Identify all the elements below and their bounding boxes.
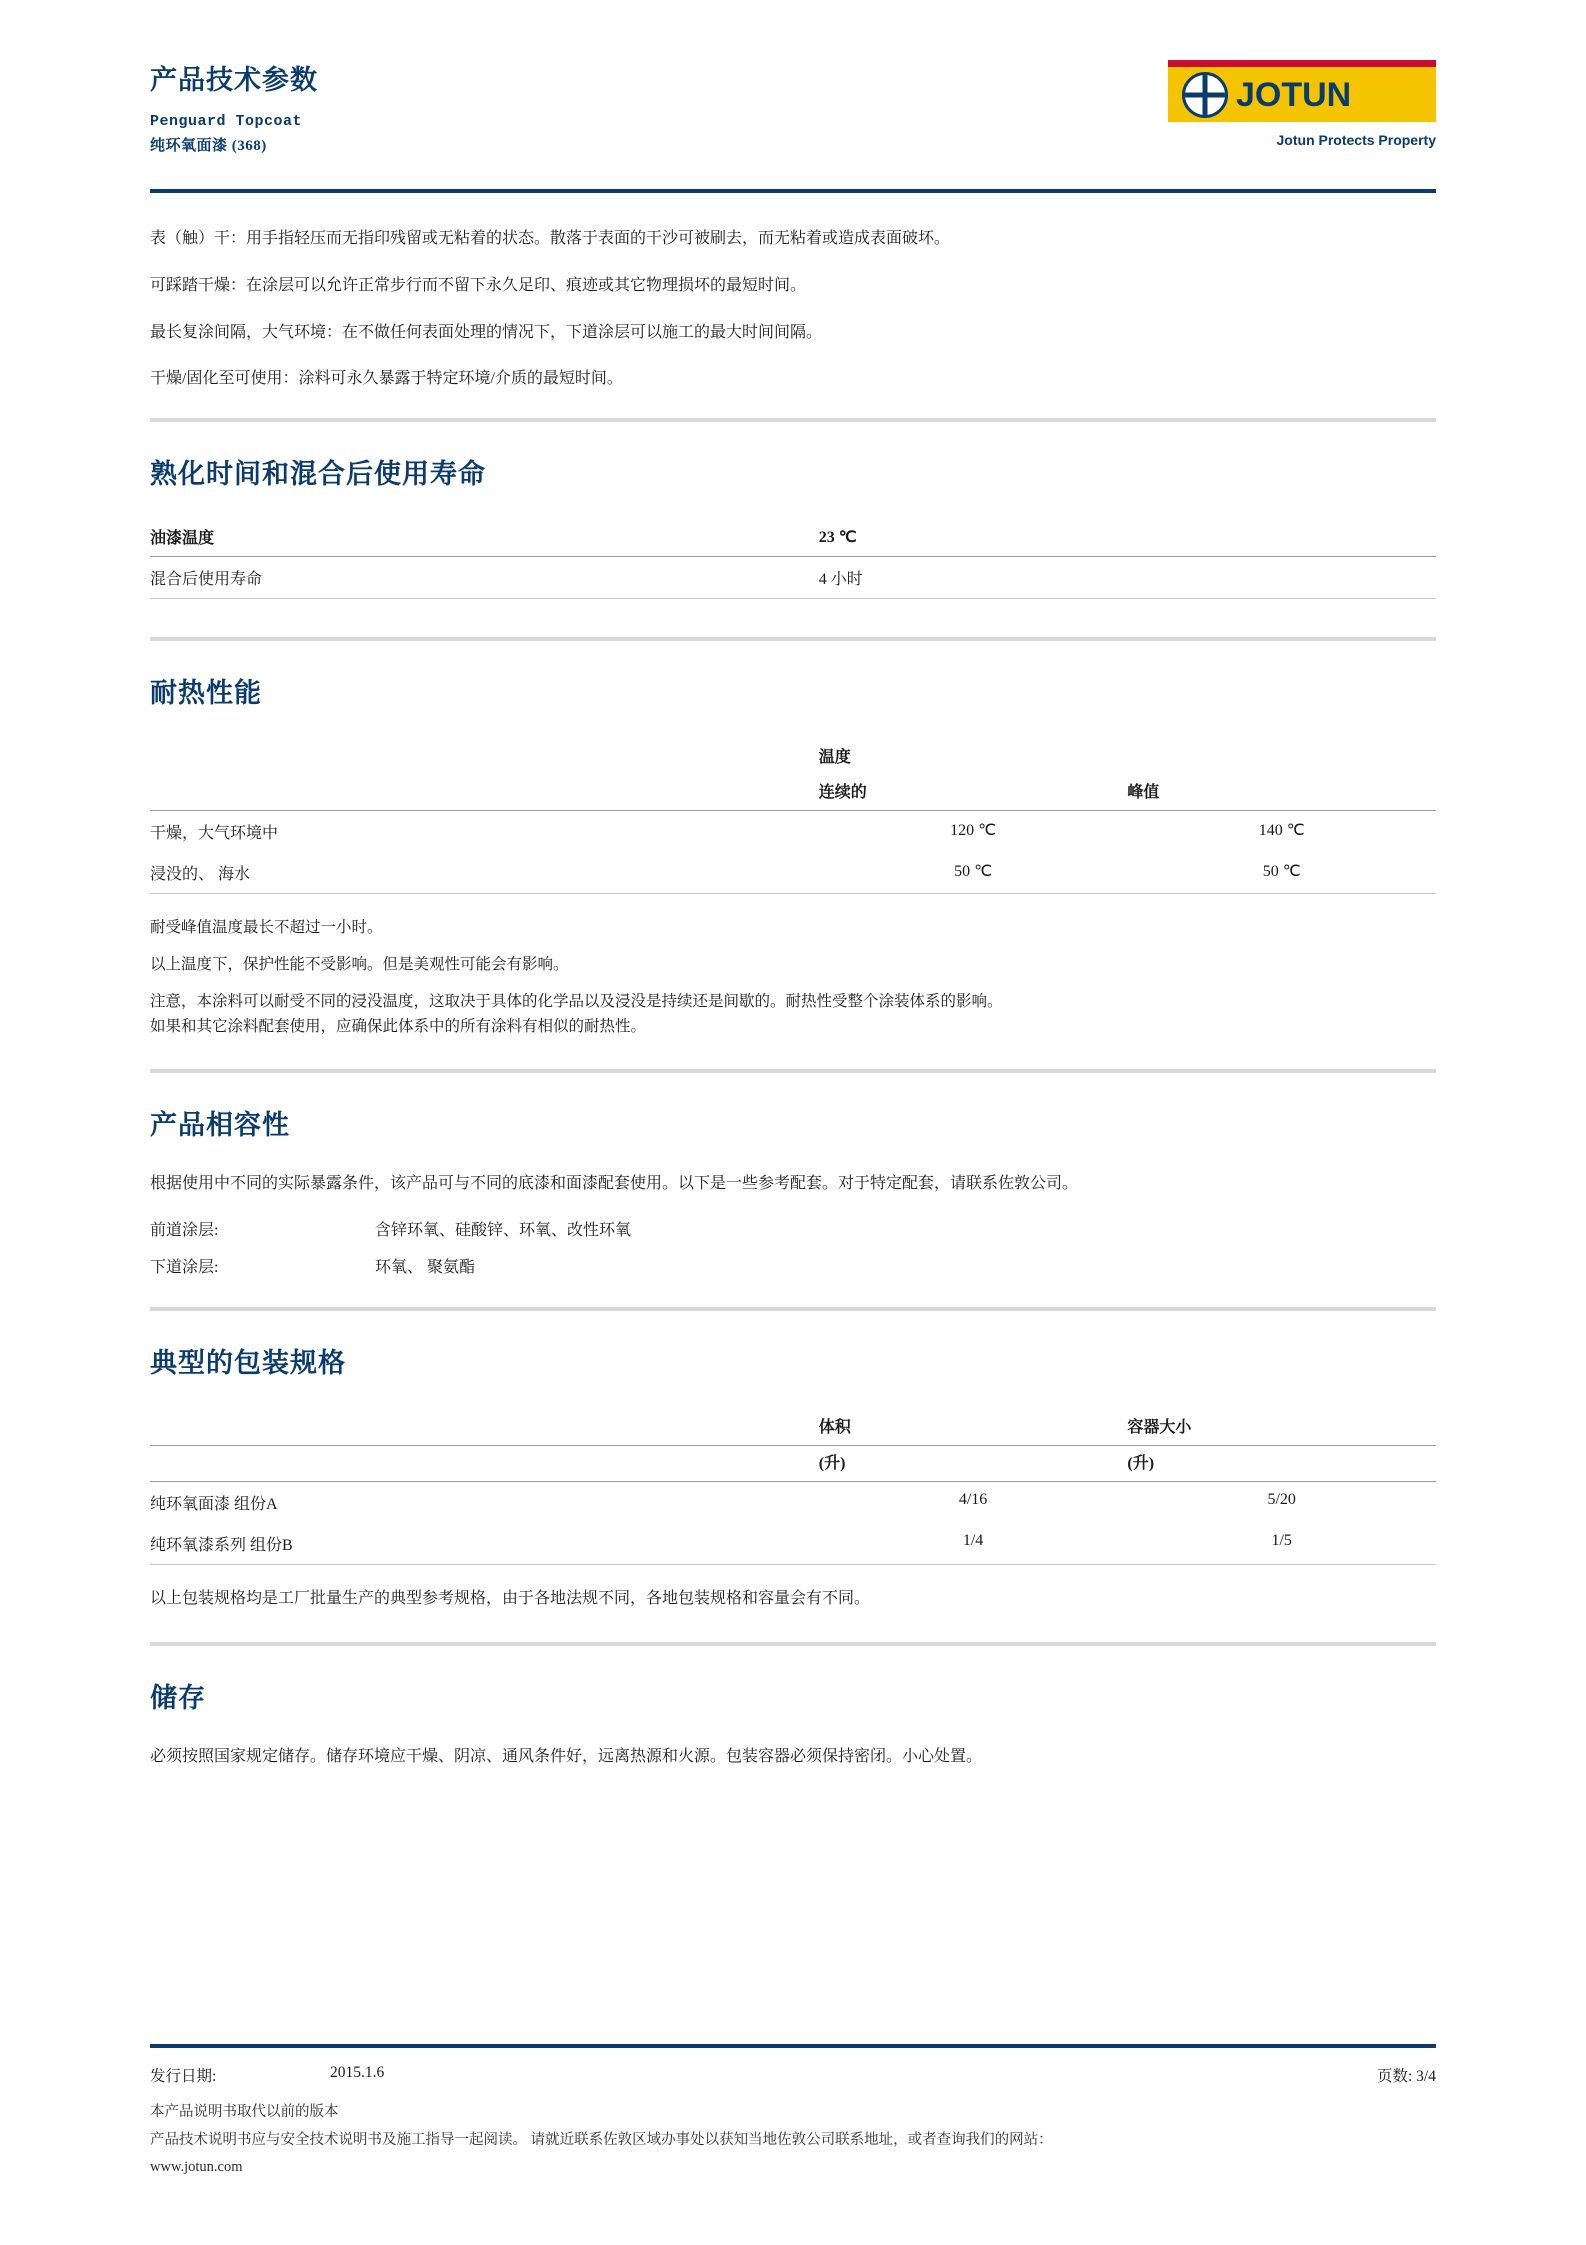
packaging-section: [150, 1341, 1436, 1612]
heat-table: [150, 740, 1436, 894]
heat-head-spacer: [150, 740, 819, 775]
heat-note: 注意，本涂料可以耐受不同的浸没温度，这取决于具体的化学品以及浸没是持续还是间歇的。耐热性受整个涂装体系的影响。: [150, 992, 1003, 1010]
packaging-head-spacer2: [150, 1446, 819, 1482]
jotun-cross-icon: [1182, 72, 1228, 118]
packaging-col-volume: 体积: [819, 1410, 1128, 1446]
footer-note-2: 产品技术说明书应与安全技术说明书及施工指导一起阅读。 请就近联系佐敦区域办事处以获知当地佐敦公司联系地址，或者查询我们的网站：: [150, 2131, 1053, 2148]
footer-top-row: [150, 2064, 1436, 2086]
heat-note: 耐受峰值温度最长不超过一小时。: [150, 919, 383, 937]
product-name-cn: 纯环氧面漆 (368): [150, 138, 267, 154]
heat-row-label: 浸没的、 海水: [150, 852, 819, 894]
intro-paragraph: 干燥/固化至可使用：涂料可永久暴露于特定环境/介质的最短时间。: [150, 370, 623, 388]
intro-section: [150, 227, 1436, 392]
section-divider: [150, 637, 1436, 641]
packaging-row-label: 纯环氧面漆 组份A: [150, 1496, 278, 1514]
packaging-row-volume: 4/16: [958, 1491, 988, 1509]
section-divider: [150, 418, 1436, 422]
curing-header-value: 23 ℃: [819, 521, 1128, 557]
heat-section: [150, 671, 1436, 1039]
compatibility-intro: 根据使用中不同的实际暴露条件，该产品可与不同的底漆和面漆配套使用。以下是一些参考配套。对于特定配套，请联系佐敦公司。: [150, 1175, 1079, 1193]
section-divider: [150, 1069, 1436, 1073]
heat-col-continuous: 连续的: [819, 775, 1128, 811]
table-row: [150, 1523, 1436, 1565]
header-divider: [150, 189, 1436, 193]
packaging-row-container: 1/5: [1127, 1523, 1436, 1565]
compatibility-row: [150, 1254, 1436, 1277]
footer-date-value: 2015.1.6: [330, 2063, 385, 2081]
packaging-row-container: 5/20: [1267, 1491, 1296, 1509]
packaging-row-volume: 1/4: [819, 1523, 1128, 1565]
section-title-storage: 储存: [150, 1682, 206, 1713]
intro-paragraph: 可踩踏干燥：在涂层可以允许正常步行而不留下永久足印、痕迹或其它物理损坏的最短时间。: [150, 276, 807, 294]
storage-section: [150, 1676, 1436, 1770]
section-title-packaging: 典型的包装规格: [150, 1348, 346, 1379]
heat-row-continuous: 50 ℃: [819, 852, 1128, 894]
compatibility-value: 环氧、 聚氨酯: [375, 1259, 476, 1277]
footer-divider: [150, 2044, 1436, 2048]
curing-header-label: 油漆温度: [150, 521, 819, 557]
heat-sub-spacer: [150, 775, 819, 811]
footer-notes: [150, 2102, 1436, 2179]
heat-col-peak: 峰值: [1127, 775, 1436, 811]
packaging-head-spacer: [150, 1410, 819, 1446]
packaging-col-container: 容器大小: [1127, 1410, 1436, 1446]
curing-row-spacer: [1127, 557, 1436, 599]
heat-group-header: 温度: [818, 749, 851, 767]
curing-row-value: 4 小时: [819, 557, 1128, 599]
curing-header-spacer: [1127, 521, 1436, 557]
section-title-compatibility: 产品相容性: [150, 1110, 290, 1141]
footer-date-label: 发行日期:: [150, 2067, 217, 2085]
page-title: 产品技术参数: [150, 65, 318, 95]
compatibility-section: [150, 1103, 1436, 1277]
header-left: [150, 58, 318, 155]
storage-text: 必须按照国家规定储存。储存环境应干燥、阴凉、通风条件好，远离热源和火源。包装容器必须保持密闭。小心处置。: [150, 1747, 983, 1765]
footer-date: [150, 2064, 384, 2086]
heat-note: 如果和其它涂料配套使用，应确保此体系中的所有涂料有相似的耐热性。: [150, 1017, 647, 1035]
heat-row-continuous: 120 ℃: [950, 822, 997, 840]
logo-tagline: Jotun Protects Property: [1276, 132, 1436, 148]
heat-notes: [150, 916, 1436, 1039]
table-row: [150, 557, 1436, 599]
table-row: [150, 852, 1436, 894]
footer-note-1: 本产品说明书取代以前的版本: [150, 2103, 339, 2120]
compatibility-value: 含锌环氧、硅酸锌、环氧、改性环氧: [375, 1222, 632, 1240]
jotun-logo: [1168, 60, 1436, 122]
logo-wordmark: JOTUN: [1236, 75, 1352, 114]
curing-row-label: 混合后使用寿命: [150, 557, 819, 599]
heat-row-label: 干燥，大气环境中: [150, 825, 279, 843]
footer-page-number: 页数: 3/4: [1377, 2067, 1436, 2085]
packaging-col-volume-unit: (升): [819, 1446, 1128, 1482]
compatibility-row: [150, 1217, 1436, 1240]
curing-table: [150, 521, 1436, 599]
intro-paragraph: 最长复涂间隔，大气环境：在不做任何表面处理的情况下，下道涂层可以施工的最大时间间隔。: [150, 323, 823, 341]
packaging-note: 以上包装规格均是工厂批量生产的典型参考规格，由于各地法规不同，各地包装规格和容量会有不同。: [150, 1590, 871, 1608]
page-header: [150, 0, 1436, 155]
section-divider: [150, 1307, 1436, 1311]
product-name-en: Penguard Topcoat: [150, 113, 303, 130]
section-title-heat: 耐热性能: [150, 678, 262, 709]
packaging-row-label: 纯环氧漆系列 组份B: [150, 1523, 819, 1565]
table-row: [150, 1482, 1436, 1524]
section-divider: [150, 1642, 1436, 1646]
compatibility-key: 下道涂层:: [150, 1259, 219, 1277]
page-footer: [150, 2044, 1436, 2185]
footer-website: www.jotun.com: [150, 2159, 243, 2176]
curing-section: [150, 452, 1436, 599]
header-right: [1168, 58, 1436, 148]
section-title-curing: 熟化时间和混合后使用寿命: [150, 459, 486, 490]
table-row: [150, 811, 1436, 853]
intro-paragraph: 表（触）干：用手指轻压而无指印残留或无粘着的状态。散落于表面的干沙可被刷去，而无粘着或造成表面破坏。: [150, 230, 951, 247]
packaging-col-container-unit: (升): [1127, 1446, 1436, 1482]
heat-row-peak: 50 ℃: [1127, 852, 1436, 894]
heat-row-peak: 140 ℃: [1258, 822, 1305, 840]
compatibility-key: 前道涂层:: [150, 1222, 219, 1240]
heat-note: 以上温度下，保护性能不受影响。但是美观性可能会有影响。: [150, 955, 569, 973]
packaging-table: [150, 1410, 1436, 1565]
